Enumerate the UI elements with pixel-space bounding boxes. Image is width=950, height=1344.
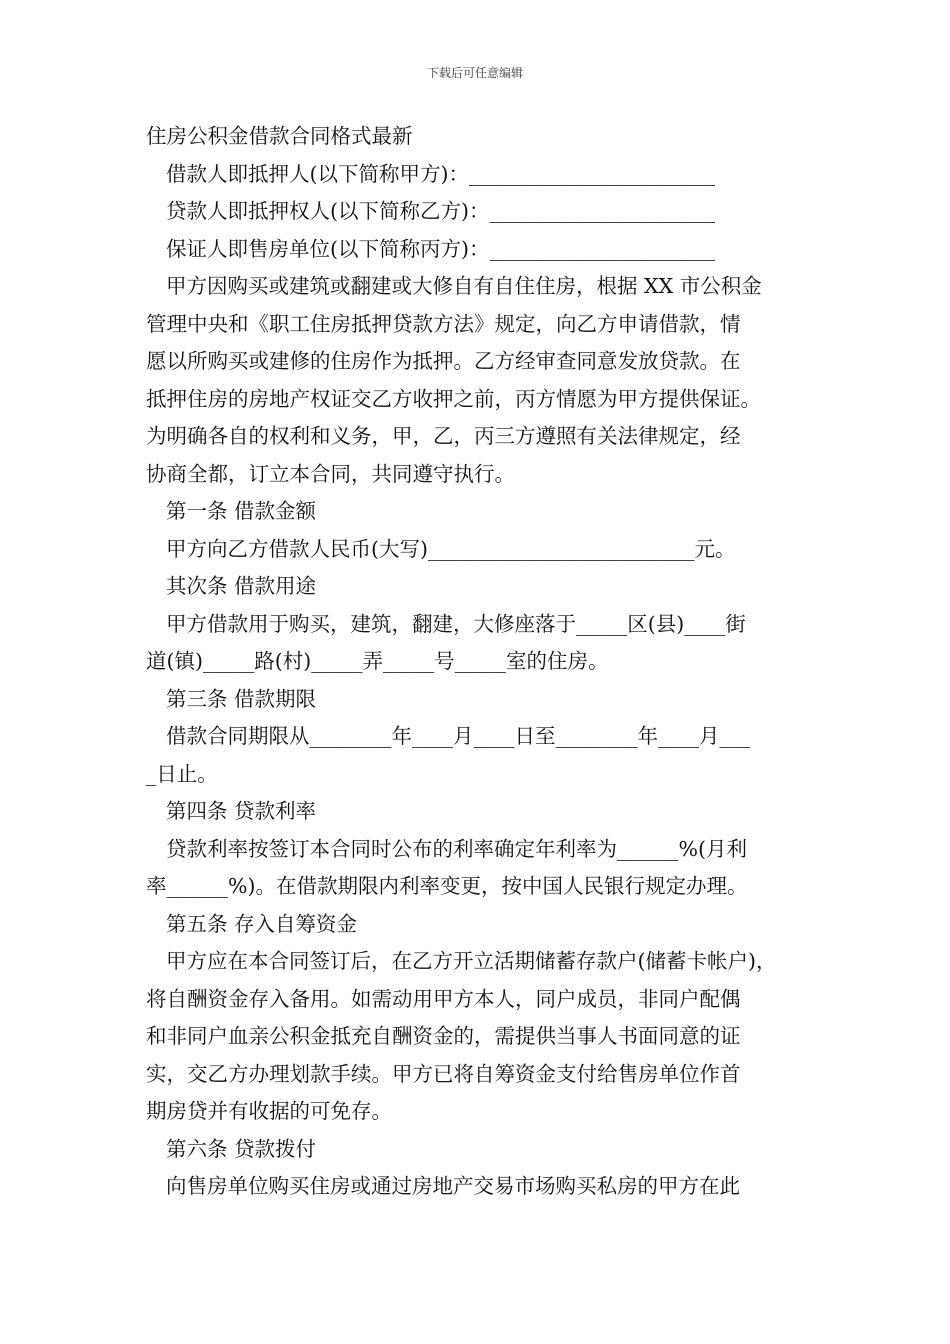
- paragraph-line: _日止。: [146, 761, 218, 786]
- paragraph-line: 借款合同期限从________年____月____日至________年____月___: [166, 724, 751, 748]
- paragraph-line: 借款人即抵押人(以下简称甲方)：________________________: [166, 161, 715, 186]
- paragraph-line: 贷款人即抵押权人(以下简称乙方)：______________________: [166, 199, 715, 223]
- paragraph-line: 管理中央和《职工住房抵押贷款方法》规定，向乙方申请借款，情: [146, 311, 741, 336]
- section-heading: 第六条 贷款拨付: [166, 1136, 317, 1161]
- paragraph-line: 甲方向乙方借款人民币(大写)__________________________元。: [166, 536, 736, 561]
- section-heading: 第三条 借款期限: [166, 686, 317, 711]
- paragraph-line: 率______%)。在借款期限内利率变更，按中国人民银行规定办理。: [146, 874, 748, 898]
- section-heading: 第一条 借款金额: [166, 499, 317, 523]
- paragraph-line: 和非同户血亲公积金抵充自酬资金的，需提供当事人书面同意的证: [146, 1024, 741, 1048]
- paragraph-line: 甲方借款用于购买，建筑，翻建，大修座落于_____区(县)____街: [166, 611, 746, 636]
- paragraph-line: 甲方应在本合同签订后，在乙方开立活期储蓄存款户(储蓄卡帐户)，: [166, 949, 777, 973]
- paragraph-line: 向售房单位购买住房或通过房地产交易市场购买私房的甲方在此: [166, 1174, 740, 1198]
- paragraph-line: 为明确各自的权利和义务，甲，乙，丙三方遵照有关法律规定，经: [146, 424, 741, 448]
- page-header-note: 下载后可任意编辑: [426, 66, 523, 80]
- paragraph-line: 抵押住房的房地产权证交乙方收押之前，丙方情愿为甲方提供保证。: [146, 386, 761, 411]
- paragraph-line: 贷款利率按签订本合同时公布的利率确定年利率为______%(月利: [166, 836, 747, 861]
- paragraph-line: 实，交乙方办理划款手续。甲方已将自筹资金支付给售房单位作首: [146, 1061, 741, 1086]
- paragraph-line: 期房贷并有收据的可免存。: [146, 1099, 392, 1123]
- section-heading: 其次条 借款用途: [166, 574, 317, 598]
- section-heading: 第四条 贷款利率: [166, 799, 317, 823]
- paragraph-line: 愿以所购买或建修的住房作为抵押。乙方经审查同意发放贷款。在: [146, 349, 741, 373]
- paragraph-line: 协商全都，订立本合同，共同遵守执行。: [146, 461, 515, 486]
- section-heading: 第五条 存入自筹资金: [166, 911, 358, 936]
- paragraph-line: 保证人即售房单位(以下简称丙方)：______________________: [166, 236, 715, 261]
- document-body: [146, 118, 808, 1206]
- paragraph-line: 将自酬资金存入备用。如需动用甲方本人，同户成员，非同户配偶: [146, 986, 741, 1011]
- paragraph-line: 道(镇)_____路(村)_____弄_____号_____室的住房。: [146, 649, 609, 673]
- paragraph-line: 甲方因购买或建筑或翻建或大修自有自住住房，根据 XX 市公积金: [166, 274, 762, 298]
- document-title: 住房公积金借款合同格式最新: [146, 124, 413, 148]
